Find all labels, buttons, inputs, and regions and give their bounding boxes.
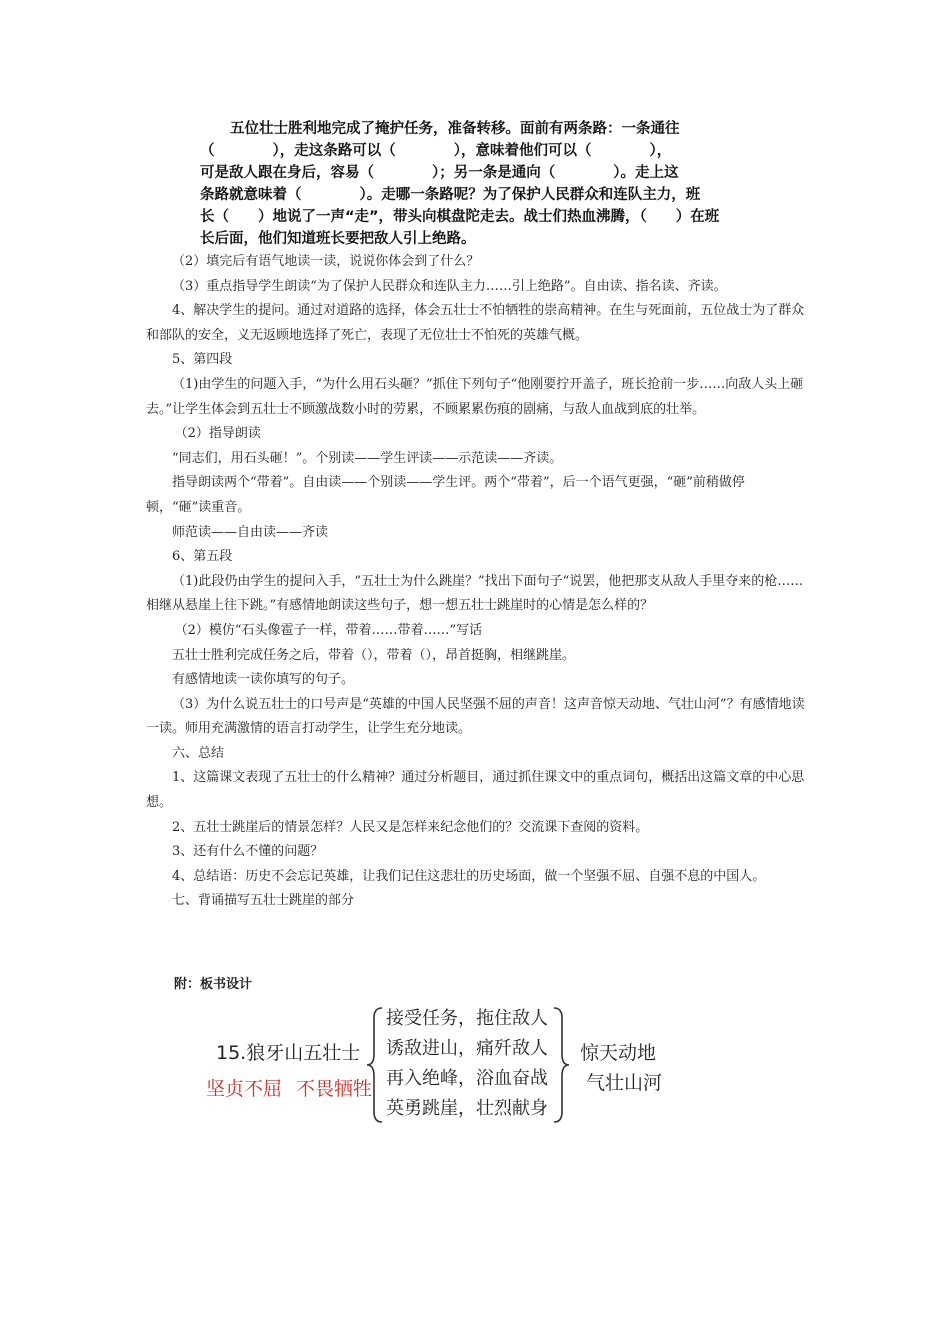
scanned-passage-image [200,118,760,250]
paragraph: 五壮士胜利完成任务之后，带着（），带着（），昂首挺胸，相继跳崖。 [172,647,576,663]
paragraph: “同志们，用石头砸！”。个别读——学生评读——示范读——齐读。 [172,450,563,466]
paragraph: （3）为什么说五壮士的口号声是“英雄的中国人民坚强不屈的声音！这声音惊天动地、气壮山河”？有感情地读一读。师用充满激情的语言打动学生，让学生充分地读。 [146,696,805,737]
board-title: 15.狼牙山五壮士 [216,1042,361,1064]
paragraph: 4、解决学生的提问。通过对道路的选择，体会五壮士不怕牺牲的崇高精神。在生与死面前，五位战士为了群众和部队的安全，义无返顾地选择了死亡，表现了无位壮士不怕死的英雄气概。 [146,303,805,343]
paragraph: 有感情地读一读你填写的句子。 [172,672,355,688]
paragraph: （3）重点指导学生朗读“为了保护人民群众和连队主力……引上绝路”。自由读、指名读、齐读。 [172,278,727,294]
section-heading: 七、背诵描写五壮士跳崖的部分 [172,893,355,909]
board-item: 接受任务，拖住敌人 [386,1008,548,1029]
paragraph: （2）填完后有语气地读一读，说说你体会到了什么？ [172,254,480,269]
section-heading: 6、第五段 [172,549,233,565]
passage-line: 可是敌人跟在身后，容易（ ）；另一条是通向（ ）。走上这 [200,165,679,181]
spirit-text: 坚贞不屈 [206,1078,283,1100]
passage-line: 条路就意味着（ ）。走哪一条路呢？为了保护人民群众和连队主力，班 [200,187,701,203]
left-brace-icon [366,1006,384,1124]
spirit-text: 不畏牺牲 [296,1078,373,1100]
paragraph: （2）指导朗读 [174,426,261,442]
paragraph: 指导朗读两个“带着”。自由读——个别读——学生评。两个“带着”，后一个语气更强，“砸”前稍做停顿，“砸”读重音。 [146,475,745,515]
paragraph: 1、这篇课文表现了五壮士的什么精神？通过分析题目，通过抓住课文中的重点词句，概括出这篇文章的中心思想。 [146,770,805,811]
section-heading: 六、总结 [172,745,225,761]
board-spirit [206,1074,372,1101]
passage-line: 长（ ）地说了一声“走”，带头向棋盘陀走去。战士们热血沸腾，（ ）在班 [200,209,720,225]
board-item: 英勇跳崖，壮烈献身 [386,1098,548,1119]
paragraph: 师范读——自由读——齐读 [172,524,329,540]
board-result: 气壮山河 [586,1072,663,1094]
right-brace-icon [552,1006,570,1124]
passage-line: （ ），走这条路可以（ ），意味着他们可以（ ）， [200,143,672,159]
board-results [580,1038,662,1098]
board-items [386,1004,548,1124]
appendix-label: 附：板书设计 [174,977,253,992]
section-heading: 5、第四段 [172,352,233,368]
board-item: 再入绝峰，浴血奋战 [386,1068,548,1089]
paragraph: （1)由学生的问题入手，“为什么用石头砸？”抓住下列句子“他刚要拧开盖子，班长抢前一步……向敌人头上砸去。”让学生体会到五壮士不顾激战数小时的劳累，不顾累累伤痕的剧痛，与敌人血战到底的壮举。 [146,376,804,417]
paragraph: （2）模仿“石头像雹子一样，带着……带着……”写话 [174,622,483,638]
paragraph: 3、还有什么不懂的问题？ [172,844,324,860]
passage-line: 长后面，他们知道班长要把敌人引上绝路。 [200,231,476,247]
board-design-image [200,1004,680,1134]
board-item: 诱敌进山，痛歼敌人 [386,1038,548,1059]
paragraph: 2、五壮士跳崖后的情景怎样？人民又是怎样来纪念他们的？交流课下查阅的资料。 [172,819,649,835]
passage-line: 五位壮士胜利地完成了掩护任务，准备转移。面前有两条路：一条通往 [230,121,680,137]
paragraph: （1)此段仍由学生的提问入手，“五壮士为什么跳崖？”找出下面句子“说罢，他把那支从敌人手里夺来的枪……相继从悬崖上往下跳。”有感情地朗读这些句子，想一想五壮士跳崖时的心情是怎么样的？ [146,573,804,614]
lesson-body [146,250,810,914]
paragraph: 4、总结语：历史不会忘记英雄，让我们记住这悲壮的历史场面，做一个坚强不屈、自强不息的中国人。 [172,868,766,884]
board-result: 惊天动地 [580,1042,657,1064]
